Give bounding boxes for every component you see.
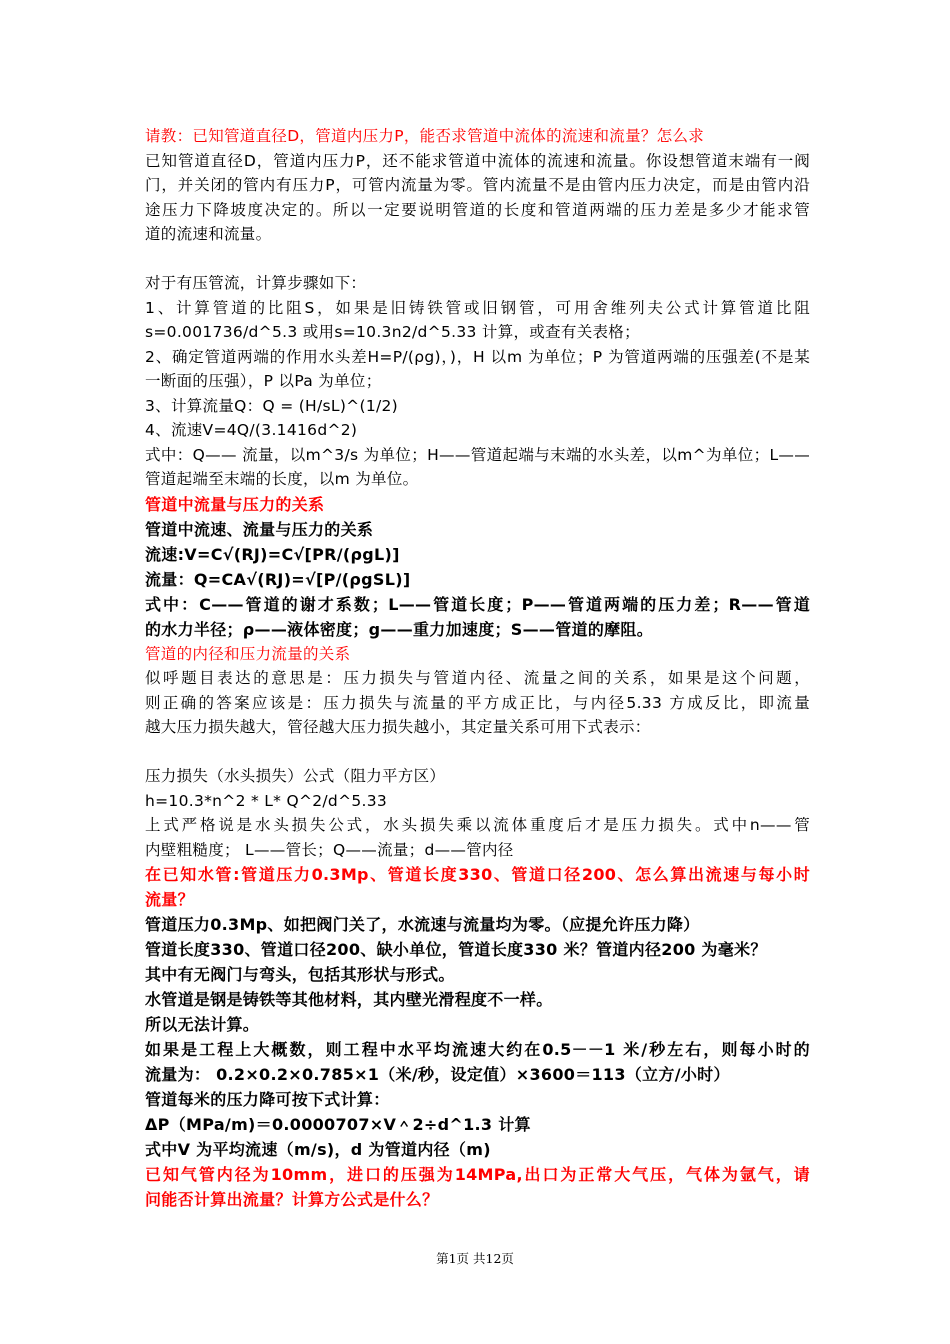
text-line: 管道的内径和压力流量的关系 xyxy=(145,644,351,663)
text-line: 流量为： 0.2×0.2×0.785×1（米/秒，设定值）×3600＝113（立方/小时） xyxy=(145,1065,730,1084)
text-line: 流量？ xyxy=(145,890,194,909)
text-line: 途压力下降坡度决定的。所以一定要说明管道的长度和管道两端的压力差是多少才能求管 xyxy=(145,200,810,219)
text-line: 已知管道直径D，管道内压力P，还不能求管道中流体的流速和流量。你设想管道末端有一阀 xyxy=(145,151,810,170)
text-line: s=0.001736/d^5.3 或用s=10.3n2/d^5.33 计算，或查有关表格； xyxy=(145,323,640,341)
blank-line xyxy=(145,740,810,765)
text-line: 所以无法计算。 xyxy=(145,1015,260,1034)
text-line: 3、计算流量Q：Q = (H/sL)^(1/2) xyxy=(145,396,399,415)
text-line: 门，并关闭的管内有压力P，可管内流量为零。管内流量不是由管内压力决定，而是由管内沿 xyxy=(145,176,810,194)
text-line: 在已知水管:管道压力0.3Mp、管道长度330、管道口径200、怎么算出流速与每小时 xyxy=(145,865,810,884)
text-line: 管道压力0.3Mp、如把阀门关了，水流速与流量均为零。（应提允许压力降） xyxy=(145,915,700,934)
text-line: 一断面的压强），P 以Pa 为单位； xyxy=(145,372,382,390)
text-line: 内壁粗糙度； L——管长；Q——流量；d——管内径 xyxy=(145,840,514,859)
text-line: 如果是工程上大概数，则工程中水平均流速大约在0.5－－1 米/秒左右，则每小时的 xyxy=(145,1040,810,1059)
text-line: 式中：C——管道的谢才系数；L——管道长度；P——管道两端的压力差；R——管道 xyxy=(145,594,810,614)
text-line: 管道长度330、管道口径200、缺小单位，管道长度330 米？管道内径200 为毫米？ xyxy=(145,940,767,959)
text-line: 问能否计算出流量？计算方公式是什么？ xyxy=(145,1190,439,1209)
text-line: 流量：Q=CA√(RJ)=√[P/(ρgSL)] xyxy=(145,569,411,589)
blank-line xyxy=(145,247,810,272)
text-line: ΔP（MPa/m)＝0.0000707×V＾2÷d^1.3 计算 xyxy=(145,1115,531,1134)
text-line: 水管道是钢是铸铁等其他材料，其内壁光滑程度不一样。 xyxy=(145,990,553,1009)
text-line: 似呼题目表达的意思是：压力损失与管道内径、流量之间的关系，如果是这个问题， xyxy=(145,669,810,687)
text-line: 式中：Q—— 流量，以m^3/s 为单位；H——管道起端与末端的水头差，以m^为单位；L—— xyxy=(145,445,810,464)
text-line: 上式严格说是水头损失公式，水头损失乘以流体重度后才是压力损失。式中n——管 xyxy=(145,816,810,834)
text-line: 压力损失（水头损失）公式（阻力平方区） xyxy=(145,767,446,785)
text-line: 其中有无阀门与弯头，包括其形状与形式。 xyxy=(145,965,455,984)
text-line: 式中V 为平均流速（m/s)，d 为管道内径（m) xyxy=(145,1140,491,1159)
text-line: 越大压力损失越大，管径越大压力损失越小，其定量关系可用下式表示： xyxy=(145,718,651,736)
text-line: 的水力半径；ρ——液体密度；g——重力加速度；S——管道的摩阻。 xyxy=(145,619,654,639)
text-line: 4、流速V=4Q/(3.1416d^2) xyxy=(145,421,358,439)
text-line: 1、计算管道的比阻S，如果是旧铸铁管或旧钢管，可用舍维列夫公式计算管道比阻 xyxy=(145,298,810,317)
document-body xyxy=(145,124,810,1212)
text-line: 管道中流量与压力的关系 xyxy=(145,494,325,514)
text-line: 已知气管内径为10mm，进口的压强为14MPa,出口为正常大气压，气体为氩气，请 xyxy=(145,1165,810,1184)
text-line: 请教：已知管道直径D，管道内压力P，能否求管道中流体的流速和流量？怎么求 xyxy=(145,127,705,145)
text-line: 则正确的答案应该是：压力损失与流量的平方成正比，与内径5.33 方成反比，即流量 xyxy=(145,693,810,712)
text-line: 管道每米的压力降可按下式计算： xyxy=(145,1090,390,1109)
text-line: 管道起端至末端的长度，以m 为单位。 xyxy=(145,470,419,488)
text-line: 对于有压管流，计算步骤如下： xyxy=(145,274,367,292)
text-line: 管道中流速、流量与压力的关系 xyxy=(145,519,374,539)
text-line: 2、确定管道两端的作用水头差H=P/(ρg)，)，H 以m 为单位；P 为管道两端的压强差(不是某 xyxy=(145,347,810,366)
page-footer: 第1页 共12页 xyxy=(436,1251,514,1266)
text-line: 道的流速和流量。 xyxy=(145,225,272,243)
text-line: 流速:V=C√(RJ)=C√[PR/(ρgL)] xyxy=(145,544,400,564)
text-line: h=10.3*n^2 * L* Q^2/d^5.33 xyxy=(145,791,388,810)
